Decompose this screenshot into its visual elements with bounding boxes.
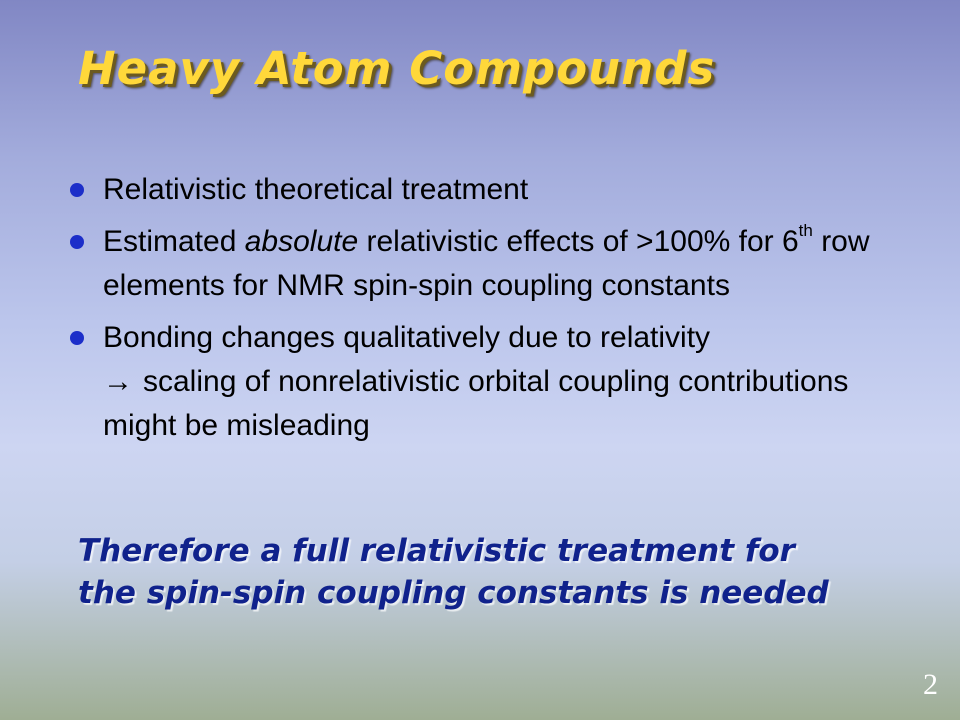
bullet-text: Relativistic theoretical treatment — [103, 173, 529, 206]
bullet-item-relativistic-effects — [64, 220, 884, 308]
bullet-text-part: scaling of nonrelativistic orbital coupling contributions might be misleading — [103, 365, 849, 442]
bullet-dot-icon — [70, 235, 84, 249]
right-arrow-icon: → — [103, 365, 133, 398]
bullet-text-part: Bonding changes qualitatively due to relativity — [103, 321, 711, 354]
page-number: 2 — [923, 668, 938, 701]
bullet-item-relativistic-treatment — [64, 168, 884, 212]
bullet-text-part: Estimated — [103, 225, 245, 258]
conclusion-text: Therefore a full relativistic treatment for the spin-spin coupling constants is needed — [78, 533, 829, 611]
bullet-text-part: row elements for NMR spin-spin coupling constants — [103, 225, 870, 302]
bullet-item-bonding-changes — [64, 316, 884, 448]
bullet-dot-icon — [70, 331, 84, 345]
bullet-text-superscript: th — [798, 221, 813, 240]
slide-title: Heavy Atom Compounds — [78, 42, 716, 95]
bullet-dot-icon — [70, 183, 84, 197]
bullet-list — [64, 168, 884, 456]
bullet-text-italic: absolute — [244, 225, 359, 258]
bullet-text-part: relativistic effects of >100% for 6 — [358, 225, 799, 258]
